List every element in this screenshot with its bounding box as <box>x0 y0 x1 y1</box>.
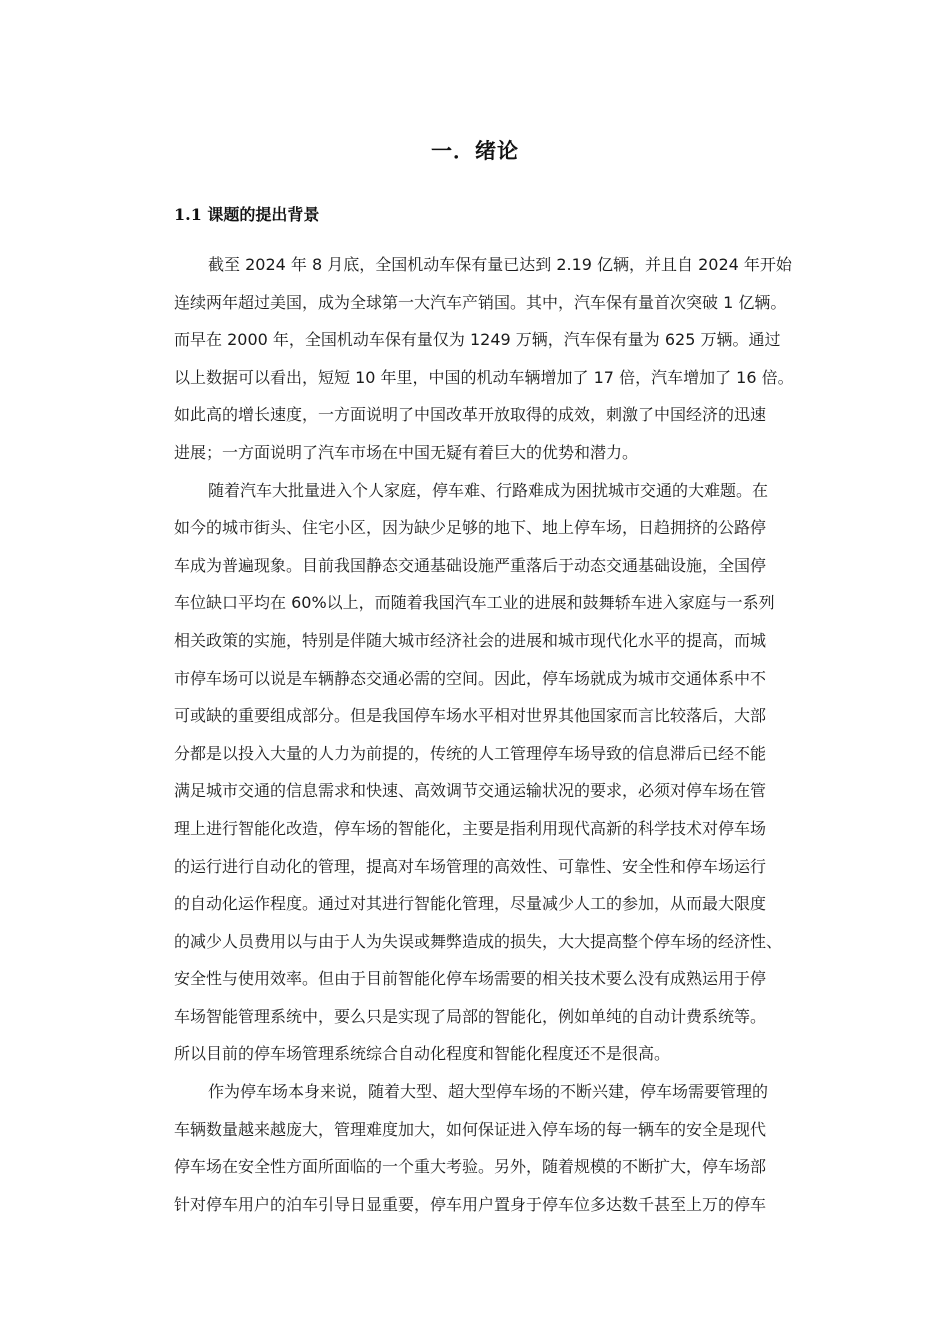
chapter-title: 一．绪论 <box>431 139 519 163</box>
paragraph-line: 的自动化运作程度。通过对其进行智能化管理，尽量减少人工的参加，从而最大限度 <box>174 894 767 914</box>
paragraph-line: 分都是以投入大量的人力为前提的，传统的人工管理停车场导致的信息滞后已经不能 <box>174 743 767 763</box>
section-title-text: 课题的提出背景 <box>207 205 320 224</box>
paragraph-line: 的运行进行自动化的管理，提高对车场管理的高效性、可靠性、安全性和停车场运行 <box>174 856 767 876</box>
paragraph-line: 理上进行智能化改造，停车场的智能化，主要是指利用现代高新的科学技术对停车场 <box>174 818 767 838</box>
paragraph-line: 截至 2024 年 8 月底，全国机动车保有量已达到 2.19 亿辆，并且自 2024 年开始 <box>208 255 792 274</box>
paragraph-line: 车位缺口平均在 60%以上，而随着我国汽车工业的进展和鼓舞轿车进入家庭与一系列 <box>174 593 775 613</box>
paragraph-line: 相关政策的实施，特别是伴随大城市经济社会的进展和城市现代化水平的提高，而城 <box>174 630 767 650</box>
paragraph-line: 满足城市交通的信息需求和快速、高效调节交通运输状况的要求，必须对停车场在管 <box>174 781 767 801</box>
section-number: 1.1 <box>174 205 202 224</box>
paragraph-line: 如此高的增长速度，一方面说明了中国改革开放取得的成效，刺激了中国经济的迅速 <box>174 405 767 425</box>
paragraph-line: 市停车场可以说是车辆静态交通必需的空间。因此，停车场就成为城市交通体系中不 <box>174 668 767 688</box>
body-text <box>174 251 824 1228</box>
paragraph-line: 如今的城市街头、住宅小区，因为缺少足够的地下、地上停车场，日趋拥挤的公路停 <box>174 518 767 538</box>
section-heading <box>174 202 319 228</box>
paragraph-line: 车成为普遍现象。目前我国静态交通基础设施严重落后于动态交通基础设施，全国停 <box>174 555 767 575</box>
paragraph-line: 车辆数量越来越庞大，管理难度加大，如何保证进入停车场的每一辆车的安全是现代 <box>174 1119 767 1139</box>
paragraph-line: 针对停车用户的泊车引导日显重要，停车用户置身于停车位多达数千甚至上万的停车 <box>174 1194 767 1214</box>
paragraph-line: 的减少人员费用以与由于人为失误或舞弊造成的损失，大大提高整个停车场的经济性、 <box>174 931 783 951</box>
paragraph-line: 车场智能管理系统中，要么只是实现了局部的智能化，例如单纯的自动计费系统等。 <box>174 1006 767 1026</box>
paragraph-line: 停车场在安全性方面所面临的一个重大考验。另外，随着规模的不断扩大，停车场部 <box>174 1157 767 1177</box>
paragraph-line: 而早在 2000 年，全国机动车保有量仅为 1249 万辆，汽车保有量为 625 万辆。通过 <box>174 330 781 350</box>
paragraph-line: 作为停车场本身来说，随着大型、超大型停车场的不断兴建，停车场需要管理的 <box>208 1082 769 1102</box>
paragraph-line: 以上数据可以看出，短短 10 年里，中国的机动车辆增加了 17 倍，汽车增加了 16 倍。 <box>174 367 794 387</box>
paragraph-line: 安全性与使用效率。但由于目前智能化停车场需要的相关技术要么没有成熟运用于停 <box>174 969 767 989</box>
paragraph-line: 随着汽车大批量进入个人家庭，停车难、行路难成为困扰城市交通的大难题。在 <box>208 480 769 500</box>
paragraph-line: 进展；一方面说明了汽车市场在中国无疑有着巨大的优势和潜力。 <box>174 442 639 462</box>
paragraph-line: 所以目前的停车场管理系统综合自动化程度和智能化程度还不是很高。 <box>174 1044 671 1064</box>
paragraph-line: 可或缺的重要组成部分。但是我国停车场水平相对世界其他国家而言比较落后，大部 <box>174 706 767 726</box>
paragraph-line: 连续两年超过美国，成为全球第一大汽车产销国。其中，汽车保有量首次突破 1 亿辆。 <box>174 292 787 312</box>
